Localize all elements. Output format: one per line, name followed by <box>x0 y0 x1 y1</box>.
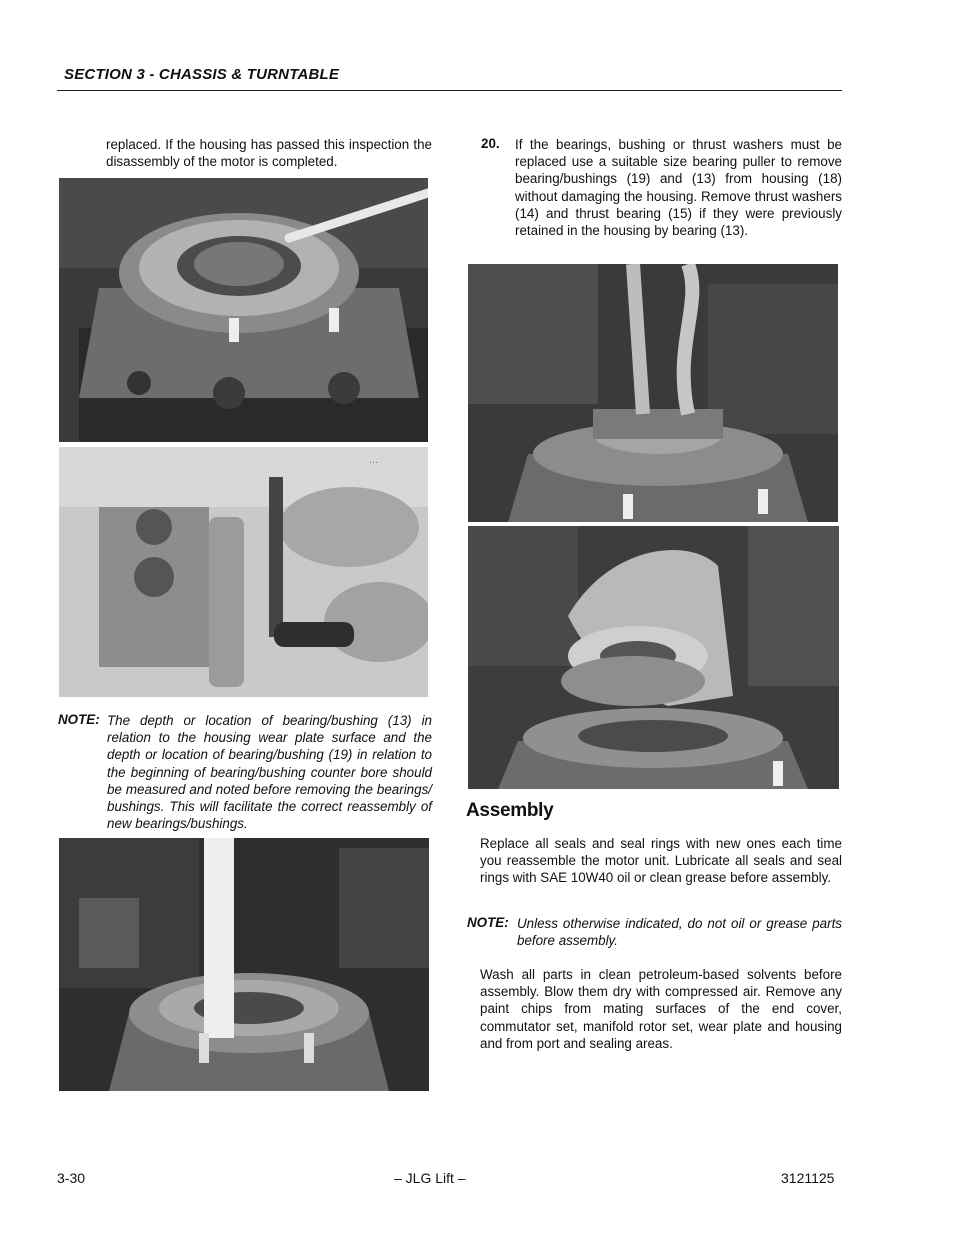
document-number: 3121125 <box>781 1170 835 1186</box>
note-label: NOTE: <box>58 712 100 727</box>
intro-paragraph: replaced. If the housing has passed this inspection the disassembly of the motor is completed. <box>106 137 432 170</box>
step-number: 20. <box>481 136 500 151</box>
header-divider <box>57 90 842 91</box>
footer-publisher: – JLG Lift – <box>394 1170 466 1186</box>
section-title: SECTION 3 - CHASSIS & TURNTABLE <box>64 66 340 83</box>
assembly-paragraph-1: Replace all seals and seal rings with new ones each time you reassemble the motor unit. Lubricate all seals and seal rings with SAE 10W40 oil or clean grease before assembly. <box>480 836 842 886</box>
step-text: If the bearings, bushing or thrust washers must be replaced use a suitable size bearing puller to remove bearing/bushings (19) and (13) from housing (18) without damaging the housing. Remove thrust washers (14) and thrust bearing (15) if they were previously retained in the housing by bearing (13). <box>515 137 842 239</box>
assembly-paragraph-2: Wash all parts in clean petroleum-based solvents before assembly. Blow them dry with compressed air. Remove any paint chips from mating surfaces of the end cover, commutator set, manifold rotor set, wear plate and housing and from port and sealing areas. <box>480 967 842 1051</box>
micrometer-measurement-photo <box>59 447 428 697</box>
page-number: 3-30 <box>57 1170 86 1186</box>
svg-text:...: ... <box>369 454 379 466</box>
bearing-depth-note: The depth or location of bearing/bushing (13) in relation to the housing wear plate surface and the depth or location of bearing/bushing (19) in relation to the beginning of bearing/bushing counter bore should be measured and noted before removing the bearings/ bushings. This will facilitate the correct reassembly of new bearings/bushings. <box>107 713 432 832</box>
housing-inspection-photo <box>59 178 428 442</box>
bearing-depth-photo <box>59 838 429 1091</box>
assembly-heading: Assembly <box>466 800 554 821</box>
assembly-note-label: NOTE: <box>467 915 509 930</box>
thrust-washer-photo <box>468 526 839 789</box>
assembly-note-text: Unless otherwise indicated, do not oil or grease parts before assembly. <box>517 916 842 949</box>
bearing-puller-photo <box>468 264 838 522</box>
